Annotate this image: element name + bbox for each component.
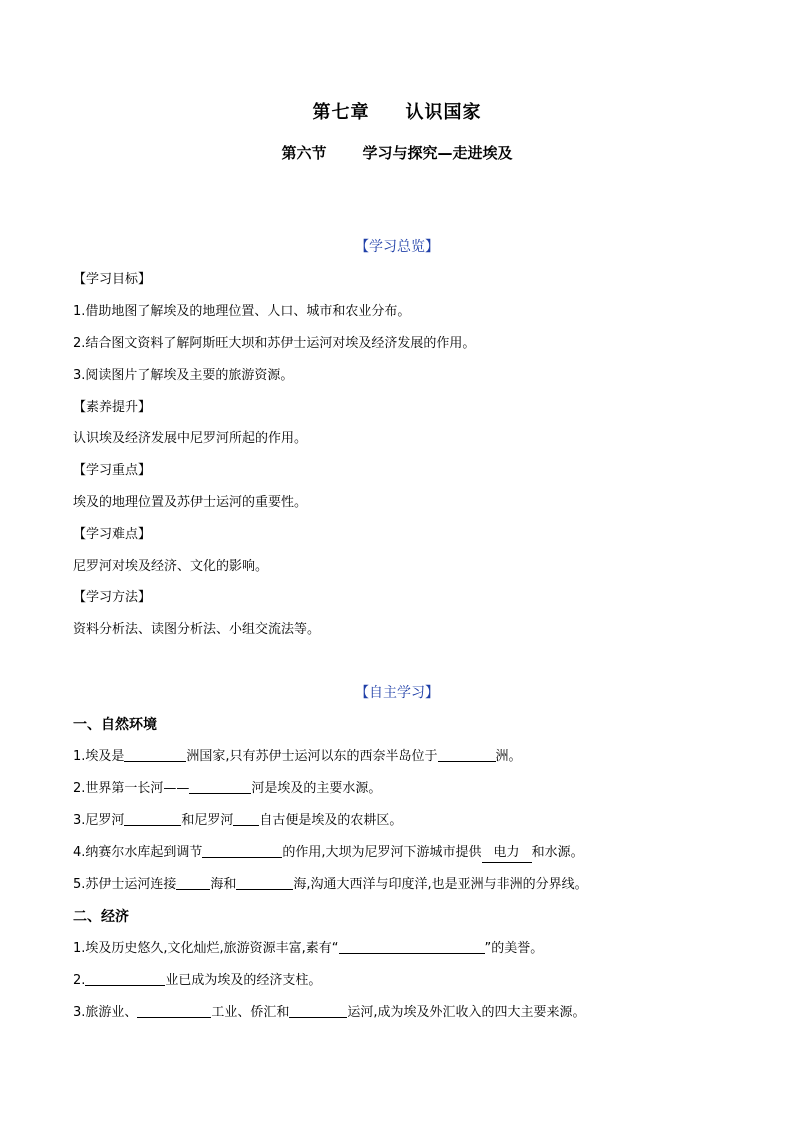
key-text: 埃及的地理位置及苏伊士运河的重要性。 — [73, 495, 308, 510]
question-text: 业已成为埃及的经济支柱。 — [165, 973, 322, 988]
part2-title: 二、经济 — [73, 909, 129, 925]
answer-blank[interactable] — [289, 1004, 347, 1018]
key-label: 【学习重点】 — [73, 463, 152, 478]
section-name: 学习与探究—走进埃及 — [362, 144, 513, 162]
question-1-5 — [73, 876, 588, 894]
question-text: 的作用,大坝为尼罗河下游城市提供 — [282, 845, 482, 860]
question-2-1 — [73, 940, 543, 958]
chapter-number: 第七章 — [312, 102, 370, 123]
question-text: 洲国家,只有苏伊士运河以东的西奈半岛位于 — [186, 749, 438, 764]
question-text: 和尼罗河 — [181, 813, 234, 828]
answer-blank[interactable] — [124, 812, 181, 826]
question-text: 海,沟通大西洋与印度洋,也是亚洲与非洲的分界线。 — [293, 877, 588, 892]
answer-blank[interactable] — [202, 844, 282, 858]
answer-blank[interactable] — [339, 940, 485, 954]
answer-blank[interactable] — [189, 780, 251, 794]
goals-label: 【学习目标】 — [73, 272, 152, 287]
difficulty-text: 尼罗河对埃及经济、文化的影响。 — [73, 559, 269, 574]
answer-blank[interactable] — [137, 1004, 211, 1018]
question-text: 1.埃及是 — [73, 749, 125, 764]
answer-blank[interactable] — [176, 876, 210, 890]
method-text: 资料分析法、读图分析法、小组交流法等。 — [73, 622, 321, 637]
section-title — [0, 144, 794, 162]
goal-item-3: 3.阅读图片了解埃及主要的旅游资源。 — [73, 368, 294, 383]
question-text: 自古便是埃及的农耕区。 — [259, 813, 403, 828]
answer-blank[interactable] — [438, 748, 496, 762]
question-text: 1.埃及历史悠久,文化灿烂,旅游资源丰富,素有“ — [73, 941, 339, 956]
answer-blank[interactable] — [233, 812, 259, 826]
question-text: 河是埃及的主要水源。 — [251, 781, 382, 796]
question-1-1 — [73, 748, 522, 766]
difficulty-label: 【学习难点】 — [73, 527, 152, 542]
question-text: 运河,成为埃及外汇收入的四大主要来源。 — [347, 1005, 586, 1020]
question-text: 3.尼罗河 — [73, 813, 125, 828]
method-label: 【学习方法】 — [73, 590, 152, 605]
section-number: 第六节 — [281, 144, 327, 162]
chapter-title — [0, 104, 794, 122]
literacy-text: 认识埃及经济发展中尼罗河所起的作用。 — [73, 431, 308, 446]
answer-blank[interactable] — [236, 876, 293, 890]
question-text: ”的美誉。 — [484, 941, 544, 956]
question-text: 3.旅游业、 — [73, 1005, 138, 1020]
question-text: 工业、侨汇和 — [211, 1005, 290, 1020]
chapter-name: 认识国家 — [405, 102, 482, 123]
question-text: 5.苏伊士运河连接 — [73, 877, 177, 892]
answer-blank[interactable] — [85, 972, 165, 986]
question-2-3 — [73, 1004, 586, 1022]
goal-item-2: 2.结合图文资料了解阿斯旺大坝和苏伊士运河对埃及经济发展的作用。 — [73, 336, 476, 351]
question-text: 洲。 — [495, 749, 522, 764]
question-1-4 — [73, 844, 584, 863]
goal-item-1: 1.借助地图了解埃及的地理位置、人口、城市和农业分布。 — [73, 304, 411, 319]
question-text: 海和 — [210, 877, 237, 892]
answer-blank[interactable] — [124, 748, 186, 762]
filled-answer[interactable]: 电力 — [482, 844, 532, 863]
part1-title: 一、自然环境 — [73, 717, 157, 733]
question-text: 2. — [73, 973, 86, 988]
overview-heading: 【学习总览】 — [355, 239, 439, 255]
question-2-2 — [73, 972, 321, 990]
question-text: 2.世界第一长河—— — [73, 781, 190, 796]
question-1-2 — [73, 780, 381, 798]
question-1-3 — [73, 812, 402, 830]
self-study-heading: 【自主学习】 — [355, 685, 439, 701]
literacy-label: 【素养提升】 — [73, 400, 152, 415]
question-text: 和水源。 — [531, 845, 584, 860]
question-text: 4.纳赛尔水库起到调节 — [73, 845, 203, 860]
